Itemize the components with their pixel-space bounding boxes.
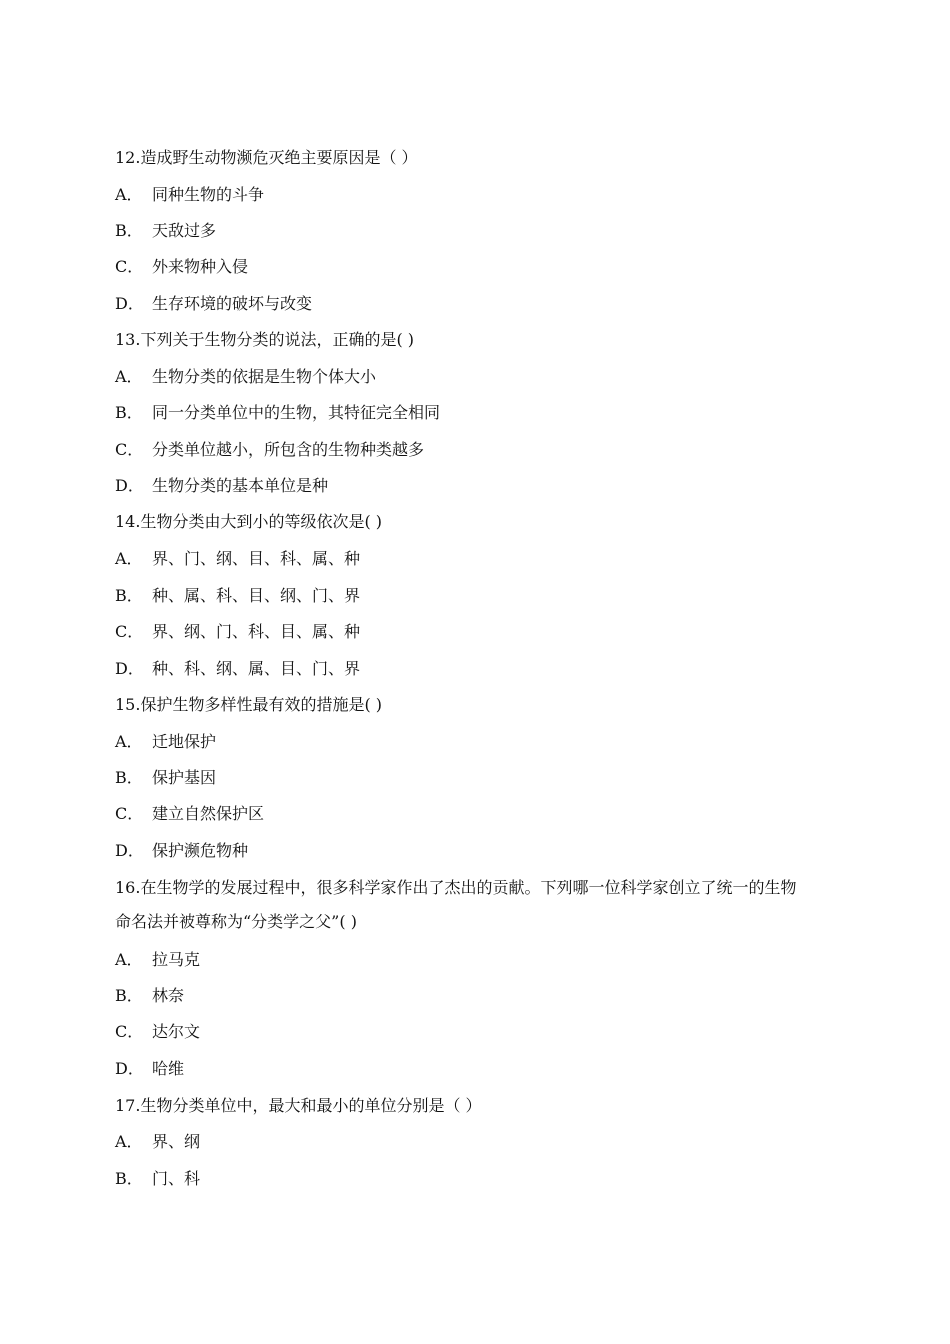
option-text: 界、纲 xyxy=(152,1132,201,1151)
option-text: 外来物种入侵 xyxy=(152,257,249,276)
question-16-option-b xyxy=(115,986,184,1006)
option-text: 生物分类的依据是生物个体大小 xyxy=(152,367,377,386)
question-12-option-a xyxy=(115,185,264,205)
question-12-option-b xyxy=(115,221,216,241)
option-text: 门、科 xyxy=(152,1169,201,1188)
option-letter: B． xyxy=(115,403,143,422)
question-16-option-d xyxy=(115,1059,184,1079)
question-16-option-c xyxy=(115,1022,200,1042)
option-letter: A． xyxy=(115,732,143,751)
question-13-stem: 13.下列关于生物分类的说法，正确的是( ) xyxy=(115,330,415,349)
question-13-option-c xyxy=(115,440,424,460)
question-15-option-d xyxy=(115,841,248,861)
option-letter: A． xyxy=(115,549,143,568)
option-text: 保护基因 xyxy=(152,768,217,787)
question-13-option-d xyxy=(115,476,328,496)
question-16-stem-line-2: 命名法并被尊称为“分类学之父”( ) xyxy=(115,912,357,931)
option-letter: C． xyxy=(115,804,144,823)
question-14-option-c xyxy=(115,622,360,642)
option-letter: D． xyxy=(115,659,144,678)
question-15-option-c xyxy=(115,804,264,824)
option-letter: B． xyxy=(115,986,143,1005)
question-12-stem: 12.造成野生动物濒危灭绝主要原因是（ ） xyxy=(115,148,418,167)
option-text: 哈维 xyxy=(152,1059,185,1078)
question-15-option-b xyxy=(115,768,216,788)
option-text: 天敌过多 xyxy=(152,221,217,240)
option-text: 生物分类的基本单位是种 xyxy=(152,476,329,495)
option-letter: C． xyxy=(115,440,144,459)
question-17-option-a xyxy=(115,1132,200,1152)
question-12-option-d xyxy=(115,294,312,314)
question-15-option-a xyxy=(115,732,216,752)
option-text: 界、纲、门、科、目、属、种 xyxy=(152,622,361,641)
option-letter: A． xyxy=(115,950,143,969)
question-14-option-b xyxy=(115,586,360,606)
option-letter: C． xyxy=(115,1022,144,1041)
option-letter: D． xyxy=(115,1059,144,1078)
question-14-option-d xyxy=(115,659,360,679)
option-text: 同种生物的斗争 xyxy=(152,185,265,204)
option-text: 分类单位越小，所包含的生物种类越多 xyxy=(152,440,425,459)
option-letter: B． xyxy=(115,586,143,605)
option-letter: D． xyxy=(115,476,144,495)
option-letter: D． xyxy=(115,294,144,313)
option-text: 界、门、纲、目、科、属、种 xyxy=(152,549,361,568)
option-letter: B． xyxy=(115,1169,143,1188)
question-14-option-a xyxy=(115,549,360,569)
option-text: 建立自然保护区 xyxy=(152,804,265,823)
option-text: 迁地保护 xyxy=(152,732,217,751)
option-letter: A． xyxy=(115,1132,143,1151)
question-14-stem: 14.生物分类由大到小的等级依次是( ) xyxy=(115,512,383,531)
question-17-stem: 17.生物分类单位中，最大和最小的单位分别是（ ） xyxy=(115,1096,482,1115)
question-16-option-a xyxy=(115,950,200,970)
option-text: 保护濒危物种 xyxy=(152,841,249,860)
option-text: 达尔文 xyxy=(152,1022,201,1041)
question-13-option-a xyxy=(115,367,376,387)
option-text: 同一分类单位中的生物，其特征完全相同 xyxy=(152,403,441,422)
option-text: 种、属、科、目、纲、门、界 xyxy=(152,586,361,605)
option-letter: A． xyxy=(115,185,143,204)
question-15-stem: 15.保护生物多样性最有效的措施是( ) xyxy=(115,695,383,714)
question-17-option-b xyxy=(115,1169,200,1189)
option-letter: D． xyxy=(115,841,144,860)
option-text: 生存环境的破坏与改变 xyxy=(152,294,313,313)
question-13-option-b xyxy=(115,403,440,423)
option-text: 种、科、纲、属、目、门、界 xyxy=(152,659,361,678)
option-text: 拉马克 xyxy=(152,950,201,969)
question-12-option-c xyxy=(115,257,248,277)
option-letter: C． xyxy=(115,257,144,276)
question-16-stem-line-1: 16.在生物学的发展过程中，很多科学家作出了杰出的贡献。下列哪一位科学家创立了统一的生物 xyxy=(115,878,797,897)
option-letter: B． xyxy=(115,221,143,240)
option-letter: C． xyxy=(115,622,144,641)
option-text: 林奈 xyxy=(152,986,185,1005)
option-letter: A． xyxy=(115,367,143,386)
option-letter: B． xyxy=(115,768,143,787)
